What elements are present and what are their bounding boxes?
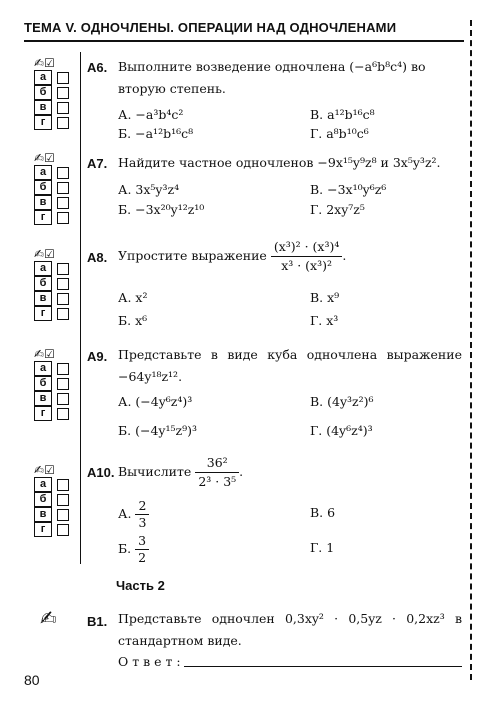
answer-input-line[interactable] xyxy=(184,666,462,667)
question-code: А9. xyxy=(87,349,108,364)
answer-letter: в xyxy=(34,100,52,115)
option-b: Б. −3x²⁰y¹²z¹⁰ xyxy=(118,202,205,217)
option-g: Г. x³ xyxy=(310,313,339,328)
answer-boxes-a8 xyxy=(34,247,69,321)
question-text: Представьте в виде куба одночлена выражение −64y¹⁸z¹². xyxy=(118,347,462,384)
option-v: В. (4y³z²)⁶ xyxy=(310,394,374,409)
option-v: В. 6 xyxy=(310,505,336,520)
answer-letter: б xyxy=(34,376,52,391)
option-g: Г. (4y⁶z⁴)³ xyxy=(310,423,373,438)
answer-checkbox[interactable] xyxy=(57,263,69,275)
question-code: А6. xyxy=(87,60,108,75)
answer-letter: б xyxy=(34,492,52,507)
question-line: Упростите выражение $\frac{\text{(x³)² · (x³)⁴}}{\text{x³ · (x³)²}}$ . xyxy=(118,239,347,273)
check-icon: ☑ xyxy=(44,151,55,165)
answer-boxes-a6 xyxy=(34,56,69,130)
answer-checkbox[interactable] xyxy=(57,72,69,84)
answer-checkbox[interactable] xyxy=(57,182,69,194)
question-code: А8. xyxy=(87,250,108,265)
fraction-denominator: 2 xyxy=(138,550,147,565)
answer-checkbox[interactable] xyxy=(57,509,69,521)
pen-icon: ✍ xyxy=(34,151,45,165)
option-v: В. a¹²b¹⁶c⁸ xyxy=(310,107,375,122)
option-b: Б. xyxy=(118,541,132,556)
option-g: Г. 1 xyxy=(310,540,335,555)
answer-column-divider xyxy=(80,52,81,564)
option-a: А. xyxy=(118,506,132,521)
answer-label: О т в е т : xyxy=(118,654,181,669)
answer-boxes-a10 xyxy=(34,463,69,537)
option-a: А. 3x⁵y³z⁴ xyxy=(118,182,180,197)
option-a: А. x² xyxy=(118,290,148,305)
answer-checkbox[interactable] xyxy=(57,408,69,420)
answer-letter: а xyxy=(34,361,52,376)
answer-letter: г xyxy=(34,210,52,225)
answer-checkbox[interactable] xyxy=(57,363,69,375)
question-text: Упростите выражение xyxy=(118,248,267,263)
answer-letter: а xyxy=(34,261,52,276)
answer-checkbox[interactable] xyxy=(57,87,69,99)
option-b: Б. −a¹²b¹⁶c⁸ xyxy=(118,126,194,141)
answer-checkbox[interactable] xyxy=(57,479,69,491)
option-a-row xyxy=(118,498,149,531)
answer-checkbox[interactable] xyxy=(57,167,69,179)
answer-letter: б xyxy=(34,85,52,100)
question-line: Вычислите $\frac{\text{36²}}{\text{2³ · 3⁵}}$ . xyxy=(118,455,244,489)
check-icon: ☑ xyxy=(44,347,55,361)
option-b: Б. (−4y¹⁵z⁹)³ xyxy=(118,423,198,438)
answer-checkbox[interactable] xyxy=(57,102,69,114)
answer-letter: в xyxy=(34,195,52,210)
expression-denominator: 2³ · 3⁵ xyxy=(198,474,237,489)
answer-checkbox[interactable] xyxy=(57,117,69,129)
question-code: В1. xyxy=(87,614,108,629)
answer-checkbox[interactable] xyxy=(57,393,69,405)
option-b: Б. x⁶ xyxy=(118,313,148,328)
check-icon: ☑ xyxy=(44,247,55,261)
option-a: А. −a³b⁴c² xyxy=(118,107,184,122)
answer-checkbox[interactable] xyxy=(57,378,69,390)
question-text: Выполните возведение одночлена (−a⁶b⁸c⁴) во вторую степень. xyxy=(118,59,426,96)
page-number: 80 xyxy=(24,672,40,688)
expression-fraction xyxy=(195,454,239,491)
expression-numerator: (x³)² · (x³)⁴ xyxy=(271,238,343,257)
option-a: А. (−4y⁶z⁴)³ xyxy=(118,394,193,409)
answer-letter: а xyxy=(34,165,52,180)
answer-checkbox[interactable] xyxy=(57,212,69,224)
answer-letter: г xyxy=(34,306,52,321)
page-header: ТЕМА V. ОДНОЧЛЕНЫ. ОПЕРАЦИИ НАД ОДНОЧЛЕНАМИ xyxy=(24,20,397,35)
header-rule xyxy=(24,40,464,42)
answer-checkbox[interactable] xyxy=(57,293,69,305)
pen-icon: ✍ xyxy=(34,247,45,261)
answer-letter: а xyxy=(34,477,52,492)
answer-letter: в xyxy=(34,291,52,306)
fraction-numerator: 3 xyxy=(135,533,149,550)
question-text: Найдите частное одночленов −9x¹⁵y⁹z⁸ и 3x⁵y³z². xyxy=(118,155,441,170)
fraction-numerator: 2 xyxy=(135,498,149,515)
answer-letter: а xyxy=(34,70,52,85)
cut-line xyxy=(470,20,472,680)
check-icon: ☑ xyxy=(44,56,55,70)
answer-letter: в xyxy=(34,507,52,522)
answer-letter: б xyxy=(34,180,52,195)
answer-checkbox[interactable] xyxy=(57,524,69,536)
option-a-fraction xyxy=(135,498,149,531)
expression-fraction xyxy=(271,238,343,275)
answer-checkbox[interactable] xyxy=(57,278,69,290)
answer-checkbox[interactable] xyxy=(57,197,69,209)
answer-letter: г xyxy=(34,522,52,537)
fraction-denominator: 3 xyxy=(138,515,147,530)
answer-letter: г xyxy=(34,115,52,130)
question-text: Представьте одночлен 0,3xy² · 0,5yz · 0,2xz³ в стандартном виде. xyxy=(118,611,462,648)
part-heading: Часть 2 xyxy=(116,578,165,593)
answer-boxes-a9 xyxy=(34,347,69,421)
question-code: А7. xyxy=(87,156,108,171)
pen-icon: ✍ xyxy=(34,463,45,477)
answer-letter: б xyxy=(34,276,52,291)
answer-letter: в xyxy=(34,391,52,406)
question-code: А10. xyxy=(87,465,115,480)
pen-icon: ✍ xyxy=(34,56,45,70)
option-b-row xyxy=(118,533,149,566)
check-icon: ☑ xyxy=(44,463,55,477)
question-text: Вычислите xyxy=(118,464,192,479)
option-g: Г. a⁸b¹⁰c⁶ xyxy=(310,126,369,141)
answer-checkbox[interactable] xyxy=(57,494,69,506)
option-v: В. −3x¹⁰y⁶z⁶ xyxy=(310,182,387,197)
option-v: В. x⁹ xyxy=(310,290,340,305)
answer-checkbox[interactable] xyxy=(57,308,69,320)
option-b-fraction xyxy=(135,533,149,566)
pen-icon: ✍ xyxy=(40,606,57,630)
pen-icon: ✍ xyxy=(34,347,45,361)
option-g: Г. 2xy⁷z⁵ xyxy=(310,202,365,217)
expression-numerator: 36² xyxy=(195,454,239,473)
answer-boxes-a7 xyxy=(34,151,69,225)
answer-letter: г xyxy=(34,406,52,421)
expression-denominator: x³ · (x³)² xyxy=(281,258,332,273)
